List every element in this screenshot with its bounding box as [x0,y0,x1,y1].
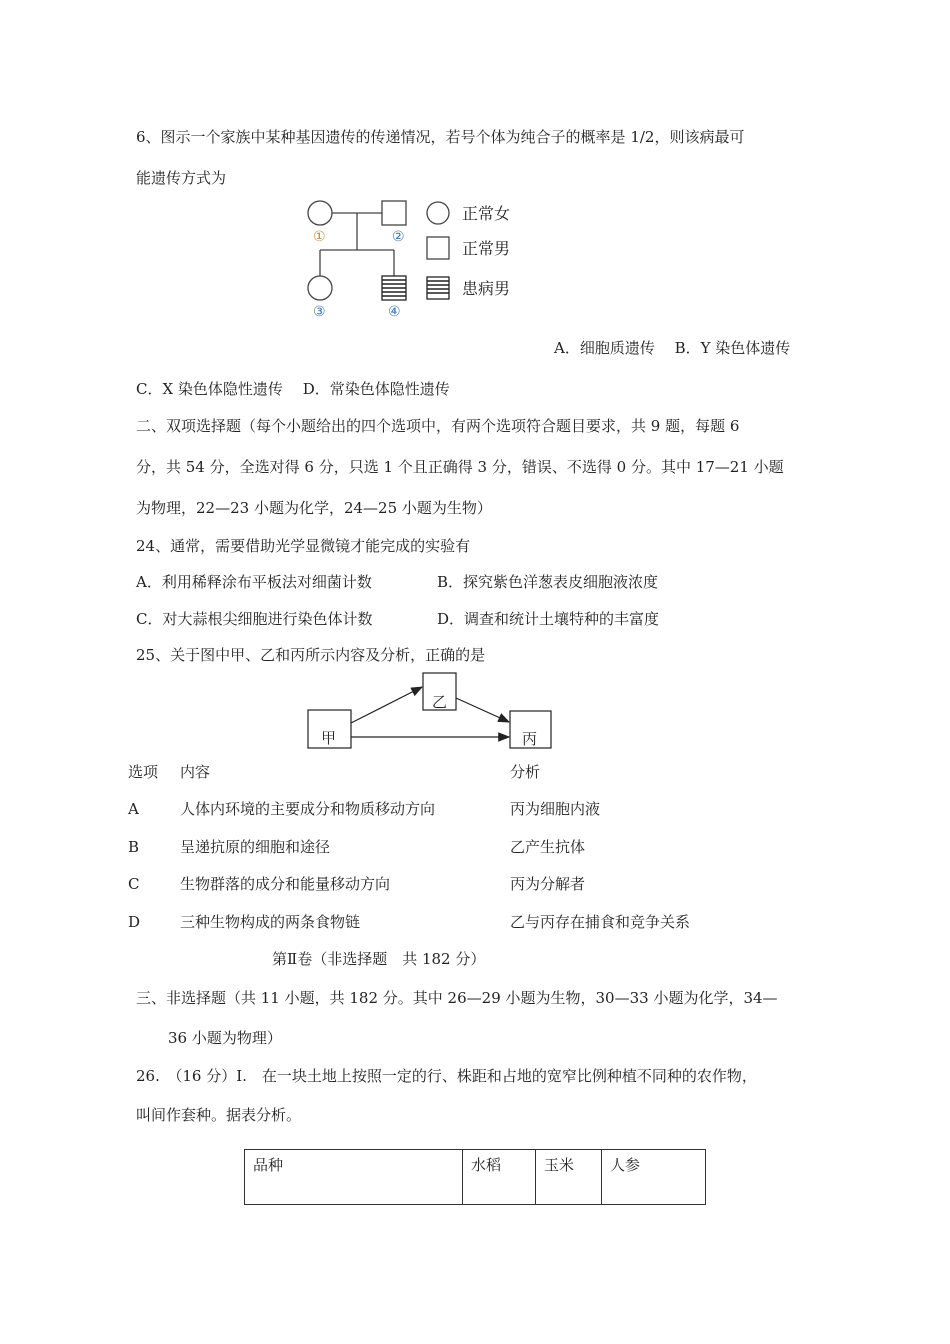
q6-options-ab: A．细胞质遗传 B．Y 染色体遗传 [554,339,791,357]
legend-affected-male-icon [427,277,449,299]
q25-row-d-content: 三种生物构成的两条食物链 [180,913,361,931]
section2-line2: 分，共 54 分，全选对得 6 分，只选 1 个且正确得 3 分，错误、不选得 0 分。其中 17—21 小题 [136,458,784,476]
table-header-cell: 水稻 [463,1150,536,1205]
label-bing: 丙 [522,730,538,748]
flow-diagram [300,668,560,754]
q25-row-c-option: C [128,875,140,893]
q26-line1: 26. （16 分）I. 在一块土地上按照一定的行、株距和占地的宽窄比例种植不同种的农作物， [136,1067,757,1085]
q25-row-a-analysis: 丙为细胞内液 [510,800,601,818]
legend-affected-male-text: 患病男 [462,279,511,298]
q26-line2: 叫间作套种。据表分析。 [136,1106,302,1124]
q25-row-b-option: B [128,838,140,856]
q6-options-cd: C．X 染色体隐性遗传 D．常染色体隐性遗传 [136,380,450,398]
label-4: ④ [388,304,401,320]
q25-row-a-option: A [128,800,139,818]
q25-row-d-analysis: 乙与丙存在捕食和竞争关系 [510,913,691,931]
pedigree-chart [296,192,536,324]
q25-row-b-analysis: 乙产生抗体 [510,838,586,856]
individual-4-affected-square [382,276,406,300]
section2-line1: 二、双项选择题（每个小题给出的四个选项中，有两个选项符合题目要求，共 9 题，每题 6 [136,417,740,435]
q25-header-option: 选项 [128,763,159,781]
section3-line1: 三、非选择题（共 11 小题，共 182 分。其中 26—29 小题为生物，30—33 小题为化学，34— [136,989,778,1007]
individual-1-circle [308,201,332,225]
q25-row-d-option: D [128,913,141,931]
legend-normal-male-icon [427,237,449,259]
q25-row-c-analysis: 丙为分解者 [510,875,586,893]
label-1: ① [313,229,326,245]
q6-stem-line2: 能遗传方式为 [136,169,227,187]
label-3: ③ [313,304,326,320]
table-header-cell: 人参 [602,1150,706,1205]
table-header-cell: 玉米 [536,1150,602,1205]
q25-row-a-content: 人体内环境的主要成分和物质移动方向 [180,800,436,818]
section3-line2: 36 小题为物理） [168,1029,282,1047]
q24-option-b: B．探究紫色洋葱表皮细胞液浓度 [437,573,659,591]
arrow-yi-bing [456,698,509,722]
q25-header-analysis: 分析 [510,763,541,781]
legend-normal-female-text: 正常女 [462,204,511,223]
q6-stem-line1: 6、图示一个家族中某种基因遗传的传递情况，若号个体为纯合子的概率是 1/2，则该病最可 [136,128,745,146]
label-yi: 乙 [432,693,448,711]
legend-normal-female-icon [427,202,449,224]
table-row [245,1150,706,1205]
individual-2-square [382,201,406,225]
q24-option-a: A．利用稀释涂布平板法对细菌计数 [136,573,372,591]
individual-3-circle [308,276,332,300]
label-2: ② [392,229,405,245]
label-jia: 甲 [321,729,337,747]
q25-stem: 25、关于图中甲、乙和丙所示内容及分析，正确的是 [136,646,486,664]
q24-stem: 24、通常，需要借助光学显微镜才能完成的实验有 [136,537,471,555]
q24-option-c: C．对大蒜根尖细胞进行染色体计数 [136,610,373,628]
section2-line3: 为物理，22—23 小题为化学，24—25 小题为生物） [136,499,492,517]
legend-normal-male-text: 正常男 [462,239,511,258]
part2-title: 第Ⅱ卷（非选择题 共 182 分） [272,950,486,968]
table-header-cell: 品种 [245,1150,463,1205]
q26-table [244,1149,706,1205]
q25-row-b-content: 呈递抗原的细胞和途径 [180,838,331,856]
q25-header-content: 内容 [180,763,211,781]
arrow-jia-yi [351,687,422,723]
q24-option-d: D．调查和统计土壤特种的丰富度 [437,610,660,628]
q25-row-c-content: 生物群落的成分和能量移动方向 [180,875,391,893]
